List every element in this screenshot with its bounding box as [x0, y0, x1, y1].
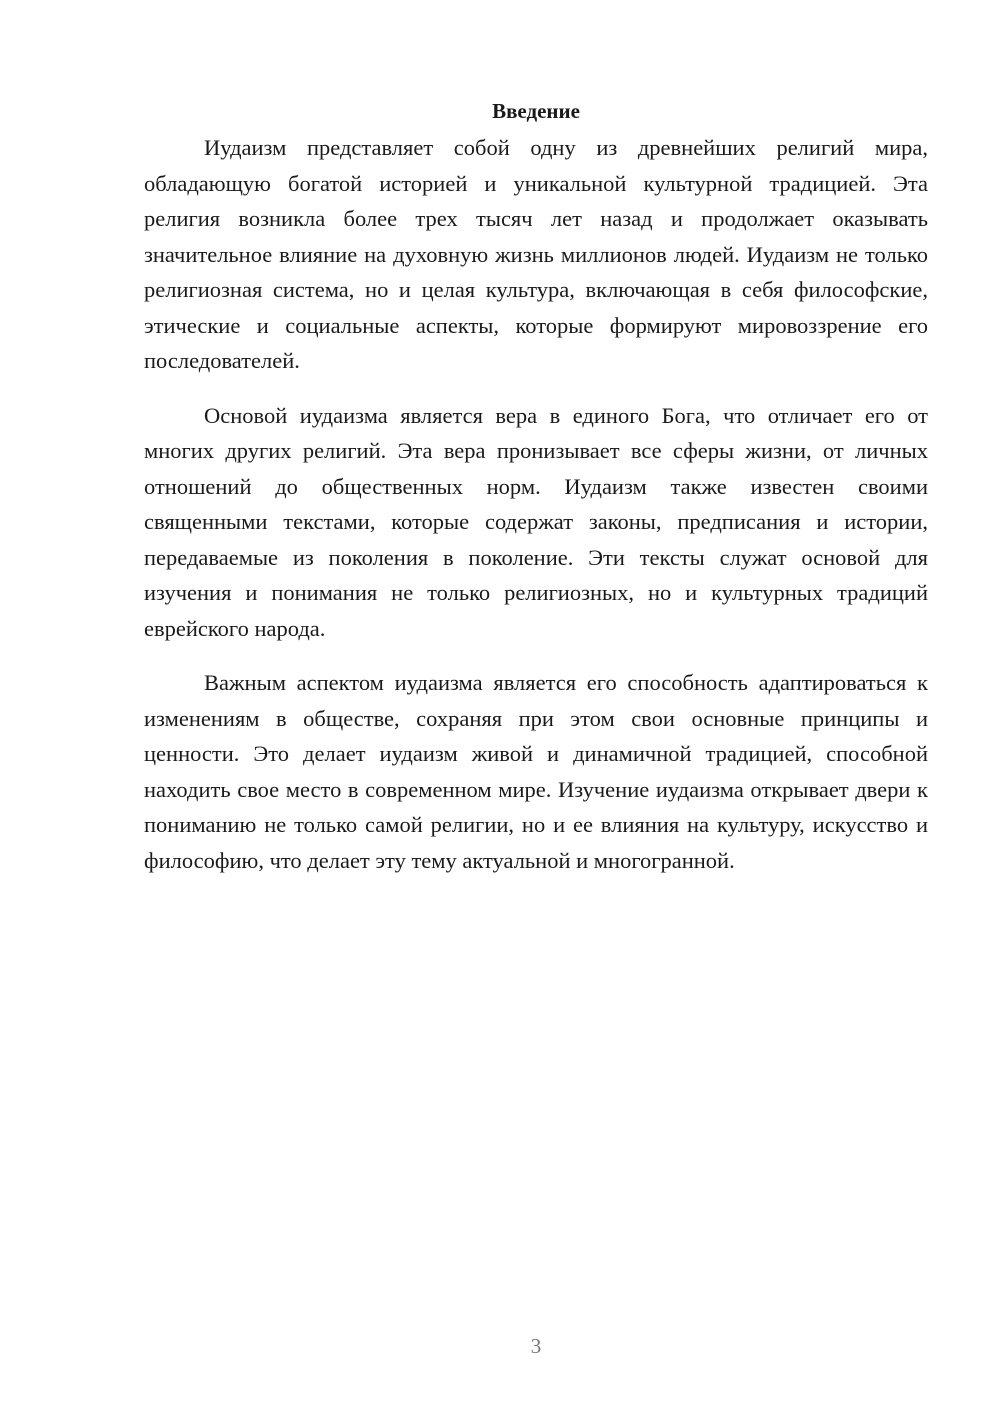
paragraph-2: Основой иудаизма является вера в единого Бога, что отличает его от многих других религий. Эта вера пронизывает все сферы жизни, от личных отношений до общественных норм. Иудаизм также известен своими священными текстами, которые содержат законы, предписания и истории, передаваемые из поколения в поколение. Эти тексты служат основой для изучения и понимания не только религиозных, но и культурных традиций еврейского народа.	[144, 402, 928, 641]
paragraph-3: Важным аспектом иудаизма является его способность адаптироваться к изменениям в обществе, сохраняя при этом свои основные принципы и ценности. Это делает иудаизм живой и динамичной традицией, способной находить свое место в современном мире. Изучение иудаизма открывает двери к пониманию не только самой религии, но и ее влияния на культуру, искусство и философию, что делает эту тему актуальной и многогранной.	[144, 670, 928, 873]
paragraph-1: Иудаизм представляет собой одну из древнейших религий мира, обладающую богатой историей и уникальной культурной традицией. Эта религия возникла более трех тысяч лет назад и продолжает оказывать значительное влияние на духовную жизнь миллионов людей. Иудаизм не только религиозная система, но и целая культура, включающая в себя философские, этические и социальные аспекты, которые формируют мировоззрение его последователей.	[144, 135, 928, 373]
section-heading: Введение	[492, 99, 580, 123]
page-number: 3	[530, 1334, 542, 1358]
page-content	[144, 96, 928, 878]
